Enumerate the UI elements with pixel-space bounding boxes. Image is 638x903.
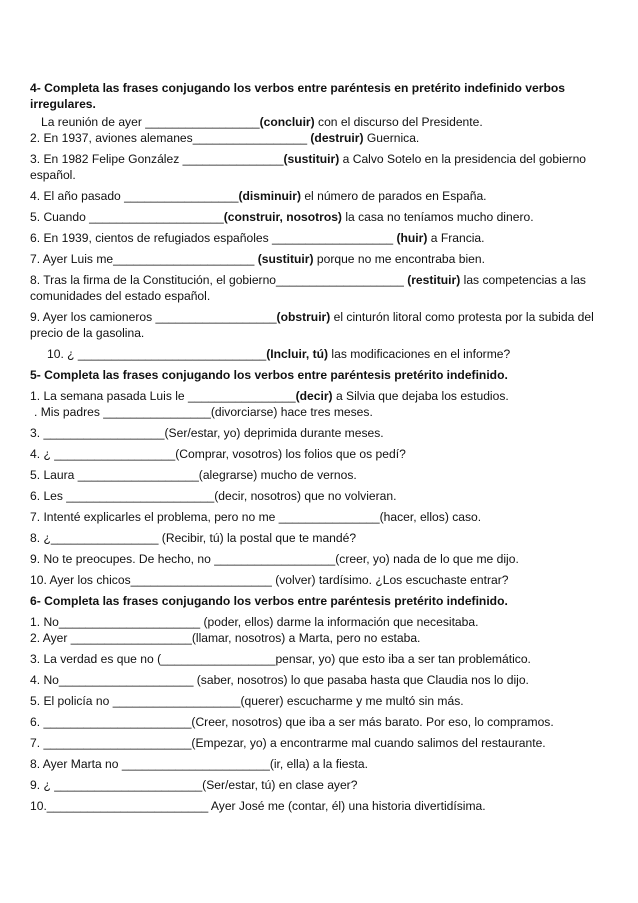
exercise-4-item-9: 9. Ayer los camioneros __________________(obstruir) el cinturón litoral como protesta por la subida del precio de la gasolina. — [30, 310, 594, 340]
exercise-4-item-3: 3. En 1982 Felipe González _______________(sustituir) a Calvo Sotelo en la presidencia del gobierno español. — [30, 152, 587, 182]
exercise-4-item-5: 5. Cuando ____________________(construir, nosotros) la casa no teníamos mucho dinero. — [30, 210, 534, 224]
exercise-4-item-1: La reunión de ayer _________________(concluir) con el discurso del Presidente. — [41, 115, 483, 129]
exercise-6-item-3: 3. La verdad es que no (_________________pensar, yo) que esto iba a ser tan problemático. — [30, 652, 531, 666]
exercise-4-item-4: 4. El año pasado _________________(disminuir) el número de parados en España. — [30, 189, 487, 203]
exercise-6-item-10: 10.________________________ Ayer José me (contar, él) una historia divertidísima. — [30, 799, 486, 813]
exercise-5-item-10: 10. Ayer los chicos_____________________ (volver) tardísimo. ¿Los escuchaste entrar? — [30, 573, 509, 587]
exercise-6-item-5: 5. El policía no ___________________(querer) escucharme y me multó sin más. — [30, 694, 464, 708]
exercise-5-item-2: . Mis padres ________________(divorciarse) hace tres meses. — [34, 405, 373, 419]
section-6-title: 6- Completa las frases conjugando los verbos entre paréntesis pretérito indefinido. — [30, 594, 508, 608]
exercise-5-item-3: 3. __________________(Ser/estar, yo) deprimida durante meses. — [30, 426, 384, 440]
section-5-title: 5- Completa las frases conjugando los verbos entre paréntesis pretérito indefinido. — [30, 368, 508, 382]
exercise-5-item-9: 9. No te preocupes. De hecho, no __________________(creer, yo) nada de lo que me dijo. — [30, 552, 519, 566]
exercise-5-item-1: 1. La semana pasada Luis le ________________(decir) a Silvia que dejaba los estudios. — [30, 389, 509, 403]
exercise-5-item-8: 8. ¿________________ (Recibir, tú) la postal que te mandé? — [30, 531, 357, 545]
exercise-4-item-6: 6. En 1939, cientos de refugiados españoles __________________ (huir) a Francia. — [30, 231, 485, 245]
exercise-4-item-2: 2. En 1937, aviones alemanes_________________ (destruir) Guernica. — [30, 131, 420, 145]
exercise-6-item-7: 7. ______________________(Empezar, yo) a encontrarme mal cuando salimos del restaurante. — [30, 736, 546, 750]
exercise-5-item-5: 5. Laura __________________(alegrarse) mucho de vernos. — [30, 468, 357, 482]
exercise-4-item-10: 10. ¿ ____________________________(Incluir, tú) las modificaciones en el informe? — [47, 347, 511, 361]
exercise-6-item-2: 2. Ayer __________________(llamar, nosotros) a Marta, pero no estaba. — [30, 631, 421, 645]
exercise-4-item-7: 7. Ayer Luis me_____________________ (sustituir) porque no me encontraba bien. — [30, 252, 485, 266]
exercise-5-item-4: 4. ¿ __________________(Comprar, vosotros) los folios que os pedí? — [30, 447, 406, 461]
exercise-5-item-7: 7. Intenté explicarles el problema, pero no me _______________(hacer, ellos) caso. — [30, 510, 482, 524]
exercise-6-item-8: 8. Ayer Marta no ______________________(ir, ella) a la fiesta. — [30, 757, 368, 771]
exercise-5-item-6: 6. Les ______________________(decir, nosotros) que no volvieran. — [30, 489, 397, 503]
exercise-6-item-1: 1. No_____________________ (poder, ellos) darme la información que necesitaba. — [30, 615, 479, 629]
exercise-4-item-8: 8. Tras la firma de la Constitución, el gobierno___________________ (restituir) las competencias a las comunidades del estado español. — [30, 273, 586, 303]
section-4-title: 4- Completa las frases conjugando los verbos entre paréntesis en pretérito indefinido verbos irregulares. — [30, 81, 565, 111]
worksheet-page — [30, 80, 620, 814]
exercise-6-item-6: 6. ______________________(Creer, nosotros) que iba a ser más barato. Por eso, lo compramos. — [30, 715, 554, 729]
exercise-6-item-4: 4. No____________________ (saber, nosotros) lo que pasaba hasta que Claudia nos lo dijo. — [30, 673, 529, 687]
exercise-6-item-9: 9. ¿ ______________________(Ser/estar, tú) en clase ayer? — [30, 778, 358, 792]
